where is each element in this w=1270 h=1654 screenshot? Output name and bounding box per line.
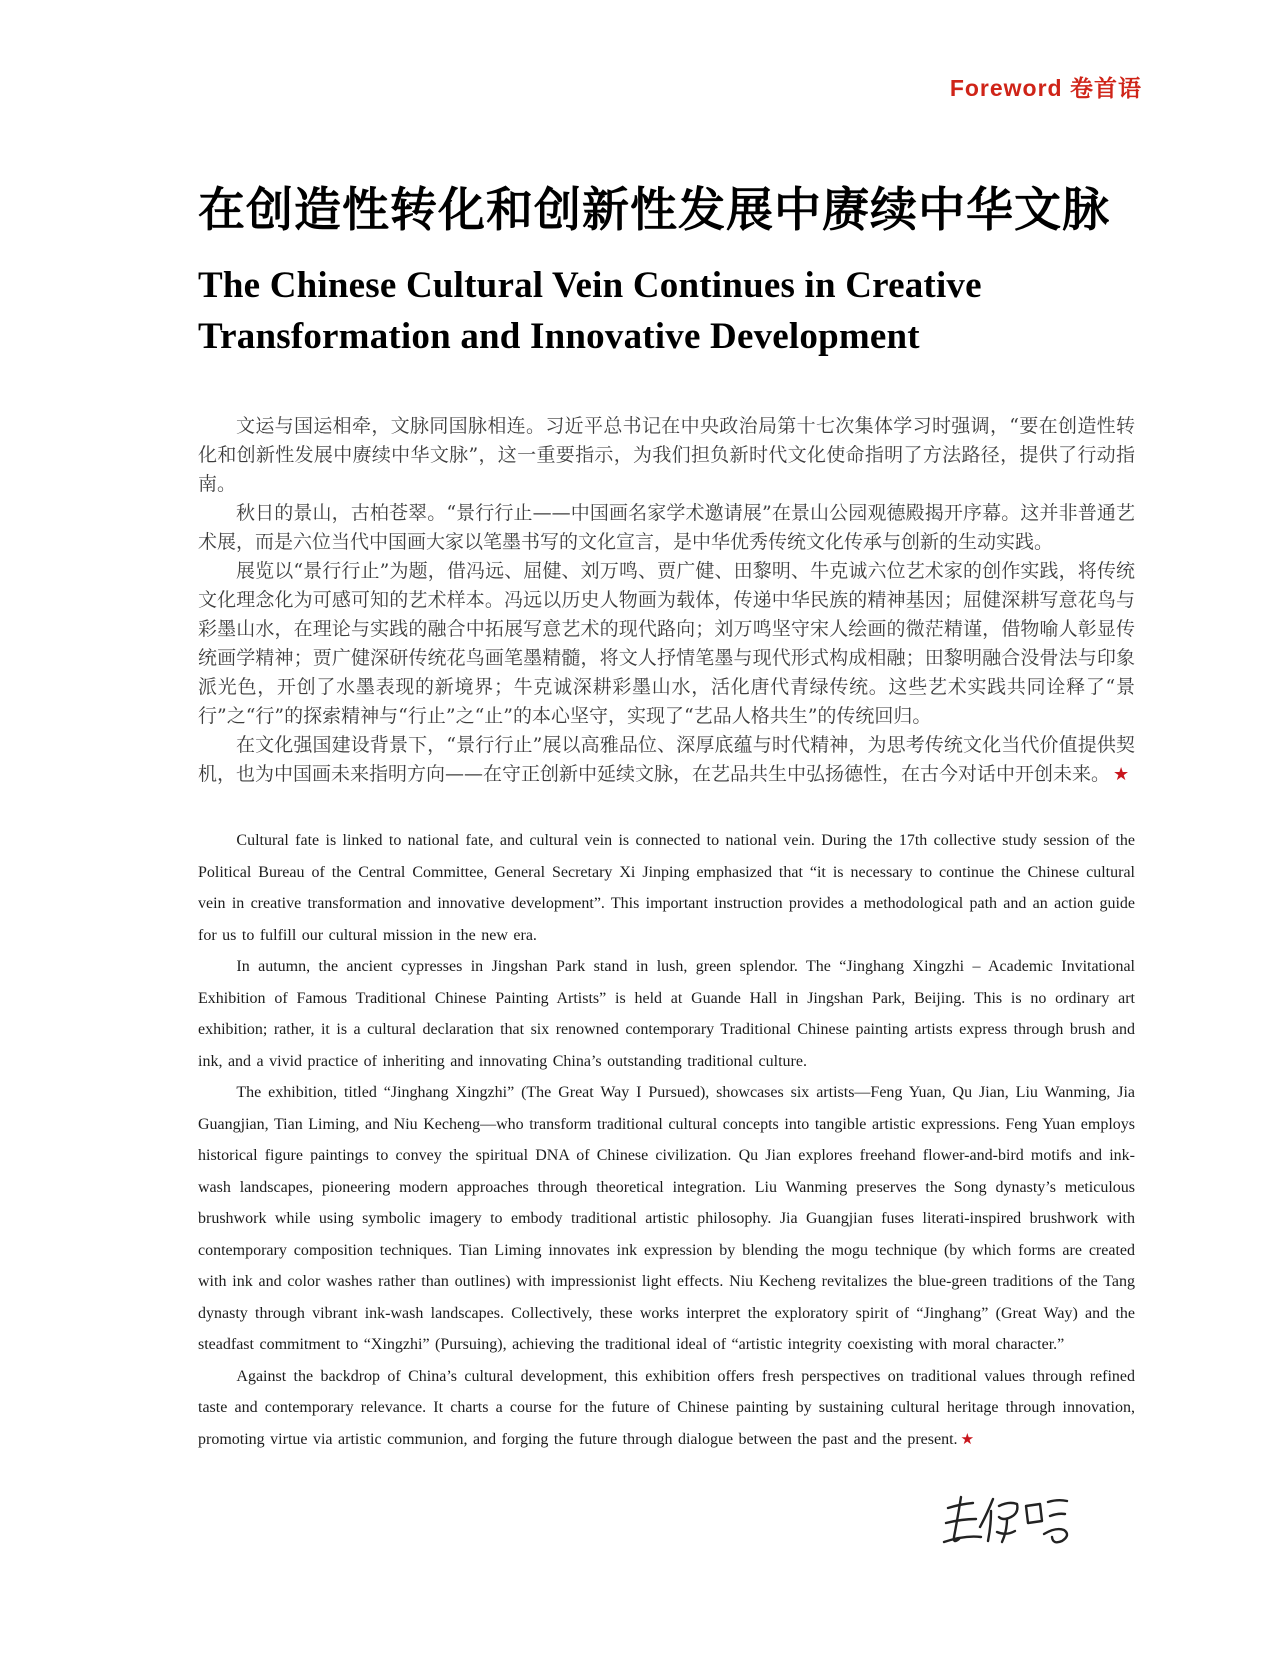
chinese-body-text [198,412,1135,789]
page-content [198,0,1135,1455]
foreword-section-label: Foreword 卷首语 [949,75,1142,101]
signature-strokes-icon [940,1476,1070,1561]
chinese-paragraph-4-text: 在文化强国建设背景下，“景行行止”展以高雅品位、深厚底蕴与时代精神，为思考传统文化当代价值提供契机，也为中国画未来指明方向——在守正创新中延续文脉，在艺品共生中弘扬德性，在古今对话中开创未来。 [198,734,1135,786]
english-paragraph-4 [198,1361,1135,1456]
english-paragraph-1: Cultural fate is linked to national fate, and cultural vein is connected to national vein. During the 17th collective study session of the Political Bureau of the Central Committee, General Secretary Xi Jinping emphasized that “it is necessary to continue the Chinese cultural vein in creative transformation and innovative development”. This important instruction provides a methodological path and an action guide for us to fulfill our cultural mission in the new era. [198,832,1135,944]
english-body-text [198,825,1135,1455]
chinese-paragraph-1: 文运与国运相牵，文脉同国脉相连。习近平总书记在中央政治局第十七次集体学习时强调，“要在创造性转化和创新性发展中赓续中华文脉”，这一重要指示，为我们担负新时代文化使命指明了方法路径，提供了行动指南。 [198,415,1135,496]
red-star-icon: ★ [960,1429,975,1448]
chinese-paragraph-4 [198,731,1135,789]
handwritten-signature [940,1476,1070,1561]
page-title-english-line1: The Chinese Cultural Vein Continues in Creative [198,265,982,307]
english-paragraph-3: The exhibition, titled “Jinghang Xingzhi” (The Great Way I Pursued), showcases six artists—Feng Yuan, Qu Jian, Liu Wanming, Jia Guangjian, Tian Liming, and Niu Kecheng—who transform traditional cultural concepts into tangible artistic expressions. Feng Yuan employs historical figure paintings to convey the spiritual DNA of Chinese civilization. Qu Jian explores freehand flower-and-bird motifs and ink-wash landscapes, pioneering modern approaches through theoretical integration. Liu Wanming preserves the Song dynasty’s meticulous brushwork while using symbolic imagery to embody traditional artistic philosophy. Jia Guangjian fuses literati-inspired brushwork with contemporary composition techniques. Tian Liming innovates ink expression by blending the mogu technique (by which forms are created with ink and color washes rather than outlines) with impressionist light effects. Niu Kecheng revitalizes the blue-green traditions of the Tang dynasty through vibrant ink-wash landscapes. Collectively, these works interpret the exploratory spirit of “Jinghang” (Great Way) and the steadfast commitment to “Xingzhi” (Pursuing), achieving the traditional ideal of “artistic integrity coexisting with moral character.” [198,1084,1135,1354]
chinese-paragraph-3: 展览以“景行行止”为题，借冯远、屈健、刘万鸣、贾广健、田黎明、牛克诚六位艺术家的创作实践，将传统文化理念化为可感可知的艺术样本。冯远以历史人物画为载体，传递中华民族的精神基因；屈健深耕写意花鸟与彩墨山水，在理论与实践的融合中拓展写意艺术的现代路向；刘万鸣坚守宋人绘画的微茫精谨，借物喻人彰显传统画学精神；贾广健深研传统花鸟画笔墨精髓，将文人抒情笔墨与现代形式构成相融；田黎明融合没骨法与印象派光色，开创了水墨表现的新境界；牛克诚深耕彩墨山水，活化唐代青绿传统。这些艺术实践共同诠释了“景行”之“行”的探索精神与“行止”之“止”的本心坚守，实现了“艺品人格共生”的传统回归。 [198,560,1135,728]
english-paragraph-4-text: Against the backdrop of China’s cultural development, this exhibition offers fresh perspectives on traditional values through refined taste and contemporary relevance. It charts a course for the future of Chinese painting by sustaining cultural heritage through innovation, promoting virtue via artistic communion, and forging the future through dialogue between the past and the present. [198,1367,1135,1448]
page-title-english [198,260,1135,362]
red-star-icon: ★ [1113,764,1130,786]
english-paragraph-2: In autumn, the ancient cypresses in Jingshan Park stand in lush, green splendor. The “Jinghang Xingzhi – Academic Invitational Exhibition of Famous Traditional Chinese Painting Artists” is held at Guande Hall in Jingshan Park, Beijing. This is no ordinary art exhibition; rather, it is a cultural declaration that six renowned contemporary Traditional Chinese painting artists express through brush and ink, and a vivid practice of inheriting and innovating China’s outstanding traditional culture. [198,958,1135,1070]
page-title-chinese: 在创造性转化和创新性发展中赓续中华文脉 [198,183,1110,238]
chinese-paragraph-2: 秋日的景山，古柏苍翠。“景行行止——中国画名家学术邀请展”在景山公园观德殿揭开序幕。这并非普通艺术展，而是六位当代中国画大家以笔墨书写的文化宣言，是中华优秀传统文化传承与创新的生动实践。 [198,502,1135,554]
page-title-english-line2: Transformation and Innovative Development [198,316,920,358]
